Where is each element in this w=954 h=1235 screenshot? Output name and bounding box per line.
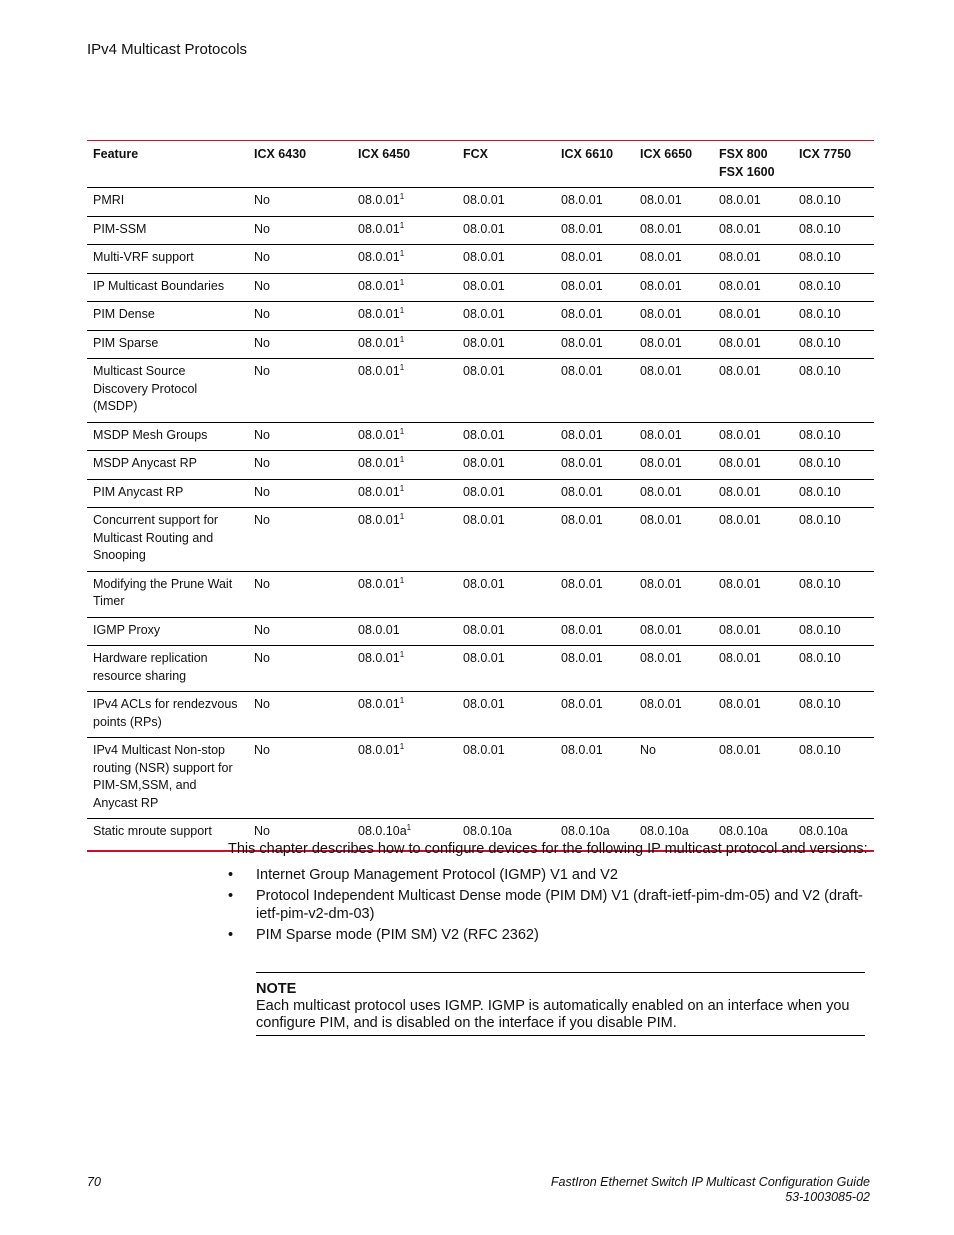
version-cell: No bbox=[254, 250, 270, 264]
version-cell: 08.0.01 bbox=[561, 743, 603, 757]
version-cell: 08.0.01$^1$ bbox=[358, 696, 405, 711]
version-cell: 08.0.10 bbox=[799, 250, 841, 264]
table-row bbox=[87, 302, 874, 331]
version-cell: 08.0.01 bbox=[719, 622, 761, 637]
footnote-marker: 1 bbox=[399, 426, 405, 436]
version-cell: No bbox=[254, 697, 270, 711]
feature-cell: PIM Dense bbox=[93, 307, 155, 321]
version-cell: 08.0.01 bbox=[463, 576, 505, 591]
feature-cell: MSDP Anycast RP bbox=[93, 456, 197, 470]
version-cell: 08.0.01 bbox=[640, 427, 682, 442]
version-cell: 08.0.10 bbox=[799, 697, 841, 711]
version-cell: 08.0.01 bbox=[463, 697, 505, 711]
feature-cell: PMRI bbox=[93, 193, 125, 207]
version-cell: No bbox=[254, 824, 270, 838]
version-cell: 08.0.01 bbox=[463, 364, 505, 378]
feature-cell: PIM Sparse bbox=[93, 335, 159, 350]
footnote-marker: 1 bbox=[399, 742, 405, 751]
footnote-marker: 1 bbox=[399, 363, 405, 372]
version-cell: 08.0.01 bbox=[561, 193, 603, 207]
version-cell: 08.0.01 bbox=[463, 456, 505, 470]
version-cell: 08.0.10 bbox=[799, 743, 841, 757]
version-cell: 08.0.01 bbox=[561, 484, 603, 499]
version-cell: 08.0.10a bbox=[719, 824, 768, 838]
footnote-marker: 1 bbox=[399, 455, 405, 464]
version-cell: 08.0.01 bbox=[561, 513, 603, 527]
version-cell: No bbox=[254, 364, 270, 378]
column-header: ICX 6430 bbox=[254, 147, 307, 161]
column-header: FCX bbox=[463, 147, 488, 161]
version-cell: 08.0.01 bbox=[640, 576, 682, 591]
note-box bbox=[256, 972, 865, 1036]
version-cell: 08.0.01 bbox=[719, 335, 761, 350]
version-cell: No bbox=[254, 651, 270, 665]
table-row bbox=[87, 646, 874, 692]
footnote-marker: 1 bbox=[399, 306, 405, 315]
list-item bbox=[228, 887, 868, 923]
chapter-intro bbox=[228, 840, 868, 947]
table-row bbox=[87, 617, 874, 646]
version-cell: 08.0.01$^1$ bbox=[358, 742, 405, 757]
version-cell: No bbox=[254, 484, 270, 499]
version-cell: 08.0.01 bbox=[719, 427, 761, 442]
version-cell: 08.0.01 bbox=[719, 576, 761, 591]
version-cell: 08.0.01 bbox=[719, 513, 761, 527]
table-row bbox=[87, 738, 874, 819]
column-header: Feature bbox=[93, 147, 139, 161]
version-cell: 08.0.10 bbox=[799, 221, 841, 236]
feature-cell: Static mroute support bbox=[93, 824, 212, 838]
version-cell: No bbox=[254, 193, 270, 207]
version-cell: 08.0.01 bbox=[561, 221, 603, 236]
version-cell: 08.0.01 bbox=[561, 364, 603, 378]
table-row bbox=[87, 479, 874, 508]
feature-cell: Concurrent support for Multicast Routing and Snooping bbox=[93, 513, 219, 562]
version-cell: 08.0.10 bbox=[799, 622, 841, 637]
version-cell: 08.0.10a bbox=[799, 824, 848, 838]
version-cell: No bbox=[254, 307, 270, 321]
version-cell: 08.0.01 bbox=[640, 335, 682, 350]
footer-doc-info bbox=[551, 1175, 870, 1205]
version-cell: 08.0.01 bbox=[561, 250, 603, 264]
version-cell: 08.0.01 bbox=[561, 576, 603, 591]
version-cell: 08.0.01 bbox=[719, 278, 761, 293]
doc-number: 53-1003085-02 bbox=[785, 1190, 870, 1204]
version-cell: 08.0.01 bbox=[640, 307, 682, 321]
version-cell: 08.0.01$^1$ bbox=[358, 192, 405, 207]
footnote-marker: 1 bbox=[399, 650, 405, 659]
version-cell: 08.0.01 bbox=[719, 456, 761, 470]
column-header: ICX 6450 bbox=[358, 147, 411, 161]
feature-cell: IP Multicast Boundaries bbox=[93, 278, 225, 293]
version-cell: No bbox=[254, 743, 270, 757]
version-cell: 08.0.01 bbox=[640, 456, 682, 470]
version-cell: 08.0.01 bbox=[640, 221, 682, 236]
version-cell: 08.0.01 bbox=[463, 651, 505, 665]
version-cell: 08.0.01$^1$ bbox=[358, 512, 405, 527]
feature-cell: Hardware replication resource sharing bbox=[93, 651, 208, 683]
version-cell: 08.0.01 bbox=[719, 484, 761, 499]
version-cell: 08.0.01 bbox=[463, 250, 505, 264]
page-number: 70 bbox=[87, 1175, 101, 1189]
version-cell: 08.0.01 bbox=[640, 697, 682, 711]
version-cell: 08.0.01 bbox=[719, 697, 761, 711]
version-cell: 08.0.01$^1$ bbox=[358, 220, 405, 236]
protocol-list bbox=[228, 866, 868, 944]
list-item-text: Protocol Independent Multicast Dense mode (PIM DM) V1 (draft-ietf-pim-dm-05) and V2 (draft-ietf-pim-v2-dm-03) bbox=[256, 888, 863, 922]
table-row bbox=[87, 451, 874, 480]
version-cell: No bbox=[254, 278, 270, 293]
version-cell: 08.0.01$^1$ bbox=[358, 249, 405, 264]
feature-cell: PIM Anycast RP bbox=[93, 484, 184, 499]
version-cell: 08.0.01$^1$ bbox=[358, 277, 405, 293]
footnote-marker: 1 bbox=[399, 249, 405, 258]
version-cell: 08.0.01 bbox=[463, 743, 505, 757]
version-cell: 08.0.01 bbox=[640, 484, 682, 499]
version-cell: No bbox=[254, 513, 270, 527]
feature-cell: PIM-SSM bbox=[93, 221, 147, 236]
version-cell: 08.0.01 bbox=[561, 427, 603, 442]
version-cell: 08.0.10 bbox=[799, 364, 841, 378]
version-cell: No bbox=[254, 456, 270, 470]
version-cell: 08.0.01 bbox=[463, 221, 505, 236]
feature-cell: IPv4 Multicast Non-stop routing (NSR) support for PIM-SM,SSM, and Anycast RP bbox=[93, 743, 233, 810]
version-cell: 08.0.01 bbox=[719, 307, 761, 321]
version-cell: 08.0.01$^1$ bbox=[358, 306, 405, 321]
table-row bbox=[87, 330, 874, 359]
version-cell: 08.0.01$^1$ bbox=[358, 334, 405, 350]
table-row bbox=[87, 273, 874, 302]
footnote-marker: 1 bbox=[399, 277, 405, 287]
table-row bbox=[87, 188, 874, 217]
table-row bbox=[87, 508, 874, 572]
version-cell: 08.0.01 bbox=[463, 278, 505, 293]
version-cell: 08.0.01 bbox=[463, 335, 505, 350]
version-cell: 08.0.01 bbox=[640, 193, 682, 207]
feature-cell: Multicast Source Discovery Protocol (MSDP) bbox=[93, 364, 198, 413]
footnote-marker: 1 bbox=[399, 334, 405, 344]
list-item bbox=[228, 926, 868, 944]
version-cell: No bbox=[254, 427, 270, 442]
version-cell: 08.0.01 bbox=[463, 193, 505, 207]
version-cell: 08.0.01 bbox=[463, 513, 505, 527]
version-cell: 08.0.01$^1$ bbox=[358, 650, 405, 665]
version-cell: 08.0.10a bbox=[640, 824, 689, 838]
version-cell: 08.0.01 bbox=[463, 622, 505, 637]
running-header: IPv4 Multicast Protocols bbox=[87, 41, 248, 58]
list-item-text: Internet Group Management Protocol (IGMP) V1 and V2 bbox=[256, 867, 618, 883]
bullet-icon: • bbox=[228, 927, 234, 943]
version-cell: 08.0.01 bbox=[463, 427, 505, 442]
version-cell: 08.0.01 bbox=[561, 335, 603, 350]
version-cell: 08.0.01 bbox=[463, 484, 505, 499]
feature-cell: IPv4 ACLs for rendezvous points (RPs) bbox=[93, 697, 238, 729]
version-cell: 08.0.01 bbox=[561, 651, 603, 665]
bullet-icon: • bbox=[228, 867, 234, 883]
version-cell: 08.0.01$^1$ bbox=[358, 483, 405, 499]
version-cell: 08.0.01 bbox=[640, 622, 682, 637]
version-cell: 08.0.10 bbox=[799, 335, 841, 350]
version-cell: 08.0.01 bbox=[640, 278, 682, 293]
version-cell: 08.0.01$^1$ bbox=[358, 575, 405, 591]
version-cell: No bbox=[254, 576, 270, 591]
version-cell: 08.0.10 bbox=[799, 456, 841, 470]
version-cell: 08.0.10 bbox=[799, 513, 841, 527]
feature-support-table bbox=[87, 140, 874, 852]
feature-support-table-container bbox=[87, 140, 874, 852]
version-cell: 08.0.01 bbox=[719, 743, 761, 757]
version-cell: No bbox=[254, 622, 270, 637]
version-cell: 08.0.01 bbox=[561, 622, 603, 637]
version-cell: 08.0.01 bbox=[358, 622, 400, 637]
version-cell: 08.0.10 bbox=[799, 193, 841, 207]
version-cell: 08.0.01 bbox=[640, 651, 682, 665]
version-cell: 08.0.01 bbox=[719, 193, 761, 207]
footnote-marker: 1 bbox=[399, 483, 405, 493]
version-cell: 08.0.01 bbox=[719, 221, 761, 236]
version-cell: 08.0.01 bbox=[640, 250, 682, 264]
version-cell: 08.0.01 bbox=[719, 364, 761, 378]
version-cell: 08.0.10 bbox=[799, 278, 841, 293]
table-row bbox=[87, 359, 874, 423]
version-cell: 08.0.10a bbox=[463, 824, 512, 838]
footnote-marker: 1 bbox=[399, 220, 405, 230]
footnote-marker: 1 bbox=[399, 696, 405, 705]
footnote-marker: 1 bbox=[399, 575, 405, 585]
table-row bbox=[87, 571, 874, 617]
intro-paragraph: This chapter describes how to configure devices for the following IP multicast protocol and versions: bbox=[228, 841, 868, 857]
version-cell: 08.0.01$^1$ bbox=[358, 455, 405, 470]
note-text: Each multicast protocol uses IGMP. IGMP is automatically enabled on an interface when you configure PIM, and is disabled on the interface if you disable PIM. bbox=[256, 998, 850, 1031]
version-cell: 08.0.10 bbox=[799, 427, 841, 442]
footnote-marker: 1 bbox=[406, 823, 412, 832]
column-header: ICX 6650 bbox=[640, 147, 693, 161]
version-cell: 08.0.01 bbox=[719, 250, 761, 264]
version-cell: No bbox=[254, 221, 270, 236]
version-cell: 08.0.01 bbox=[561, 307, 603, 321]
version-cell: $08.0.10a^1$ bbox=[358, 823, 412, 838]
column-header: ICX 7750 bbox=[799, 147, 852, 161]
version-cell: 08.0.01 bbox=[561, 456, 603, 470]
table-header-row bbox=[87, 141, 874, 188]
version-cell: 08.0.10 bbox=[799, 576, 841, 591]
feature-cell: IGMP Proxy bbox=[93, 622, 161, 637]
version-cell: 08.0.01 bbox=[640, 513, 682, 527]
table-row bbox=[87, 245, 874, 274]
doc-title: FastIron Ethernet Switch IP Multicast Configuration Guide bbox=[550, 1175, 870, 1189]
version-cell: No bbox=[640, 743, 656, 757]
version-cell: 08.0.10 bbox=[799, 651, 841, 665]
feature-cell: MSDP Mesh Groups bbox=[93, 427, 208, 442]
version-cell: 08.0.10a bbox=[561, 824, 610, 838]
feature-cell: Modifying the Prune Wait Timer bbox=[93, 576, 233, 608]
version-cell: 08.0.10 bbox=[799, 484, 841, 499]
footnote-marker: 1 bbox=[399, 512, 405, 521]
version-cell: 08.0.01 bbox=[561, 278, 603, 293]
note-title: NOTE bbox=[256, 981, 297, 997]
table-row bbox=[87, 422, 874, 451]
version-cell: 08.0.01$^1$ bbox=[358, 426, 405, 442]
column-header: ICX 6610 bbox=[561, 147, 614, 161]
version-cell: 08.0.01 bbox=[463, 307, 505, 321]
table-body bbox=[87, 188, 874, 851]
column-header: FSX 800 FSX 1600 bbox=[719, 147, 775, 179]
version-cell: 08.0.01$^1$ bbox=[358, 363, 405, 378]
version-cell: 08.0.01 bbox=[719, 651, 761, 665]
version-cell: 08.0.10 bbox=[799, 307, 841, 321]
table-row bbox=[87, 216, 874, 245]
feature-cell: Multi-VRF support bbox=[93, 250, 194, 264]
footnote-marker: 1 bbox=[399, 192, 405, 201]
version-cell: 08.0.01 bbox=[561, 697, 603, 711]
list-item-text: PIM Sparse mode (PIM SM) V2 (RFC 2362) bbox=[256, 927, 539, 943]
table-row bbox=[87, 692, 874, 738]
list-item bbox=[228, 866, 868, 884]
version-cell: No bbox=[254, 335, 270, 350]
bullet-icon: • bbox=[228, 888, 234, 904]
version-cell: 08.0.01 bbox=[640, 364, 682, 378]
